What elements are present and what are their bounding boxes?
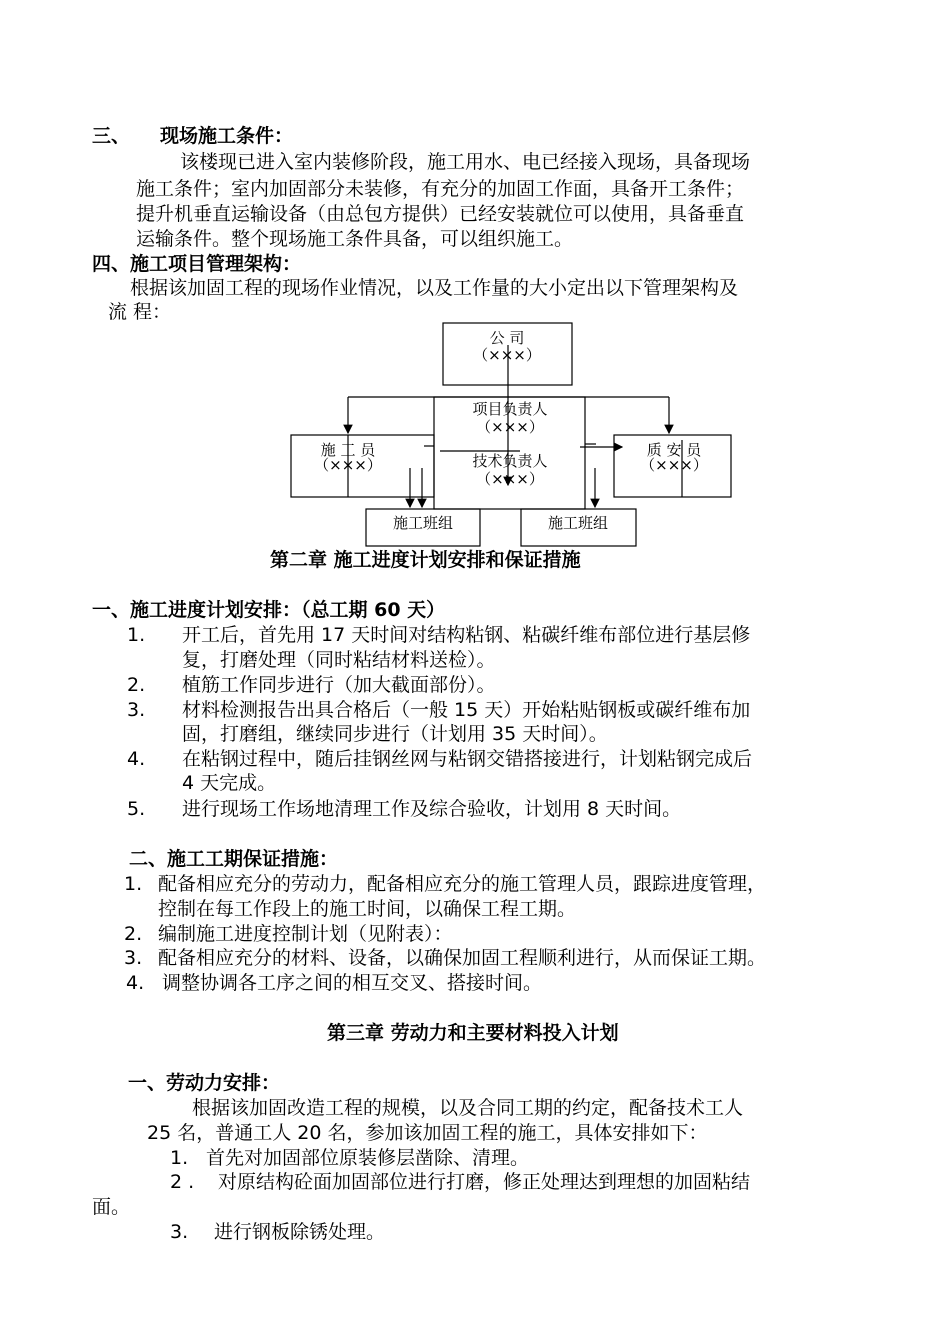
paragraph-line: 该楼现已进入室内装修阶段，施工用水、电已经接入现场，具备现场: [180, 151, 751, 173]
schedule-item-number: 3.: [127, 699, 146, 721]
step-text: 进行钢板除锈处理。: [214, 1221, 386, 1243]
tech-manager-title: 技术负责人: [472, 452, 548, 470]
guarantee-item-line: 配备相应充分的材料、设备，以确保加固工程顺利进行，从而保证工期。: [158, 947, 767, 969]
labor-heading: 一、劳动力安排：: [128, 1072, 281, 1094]
schedule-item-line: 进行现场工作场地清理工作及综合验收，计划用 8 天时间。: [182, 798, 682, 820]
chapter2-title: 第二章 施工进度计划安排和保证措施: [270, 549, 581, 571]
paragraph-line: 运输条件。整个现场施工条件具备，可以组织施工。: [136, 228, 574, 250]
step-number: 3.: [170, 1221, 189, 1243]
tech-manager-name: （×××）: [476, 470, 544, 488]
schedule-item-number: 5.: [127, 798, 146, 820]
schedule-item-line: 4 天完成。: [182, 772, 277, 794]
guarantee-heading: 二、施工工期保证措施：: [129, 848, 339, 870]
quality-title: 质 安 员: [646, 441, 702, 459]
project-manager-title: 项目负责人: [472, 400, 548, 418]
guarantee-item-line: 控制在每工作段上的施工时间，以确保工程工期。: [158, 898, 577, 920]
step-text: 对原结构砼面加固部位进行打磨，修正处理达到理想的加固粘结: [218, 1171, 751, 1193]
step-text-wrap: 面。: [92, 1196, 131, 1218]
schedule-item-line: 固，打磨组，继续同步进行（计划用 35 天时间）。: [182, 723, 608, 745]
paragraph-line: 25 名，普通工人 20 名，参加该加固工程的施工，具体安排如下：: [147, 1122, 708, 1144]
quality-name: （×××）: [640, 456, 708, 474]
paragraph-line: 流 程：: [108, 301, 172, 323]
paragraph-line: 提升机垂直运输设备（由总包方提供）已经安装就位可以使用，具备垂直: [136, 203, 745, 225]
schedule-item-line: 复，打磨处理（同时粘结材料送检）。: [182, 649, 496, 671]
schedule-item-number: 1.: [127, 624, 146, 646]
team-left-label: 施工班组: [392, 514, 454, 532]
guarantee-item-line: 编制施工进度控制计划（见附表）：: [158, 923, 453, 945]
section3-heading-number: 三、: [92, 125, 131, 147]
schedule-item-line: 材料检测报告出具合格后（一般 15 天）开始粘贴钢板或碳纤维布加: [182, 699, 751, 721]
constructor-name: （×××）: [314, 456, 382, 474]
team-right-label: 施工班组: [547, 514, 609, 532]
guarantee-item-number: 2.: [124, 923, 143, 945]
paragraph-line: 根据该加固改造工程的规模，以及合同工期的约定，配备技术工人: [192, 1097, 744, 1119]
step-number: 2 .: [170, 1171, 195, 1193]
schedule-item-line: 在粘钢过程中，随后挂钢丝网与粘钢交错搭接进行，计划粘钢完成后: [182, 748, 753, 770]
project-manager-name: （×××）: [476, 418, 544, 436]
schedule-item-line: 植筋工作同步进行（加大截面部份）。: [182, 674, 496, 696]
step-number: 1.: [170, 1147, 189, 1169]
constructor-title: 施 工 员: [320, 441, 376, 459]
schedule-item-line: 开工后，首先用 17 天时间对结构粘钢、粘碳纤维布部位进行基层修: [182, 624, 751, 646]
schedule-heading: 一、施工进度计划安排：（总工期 60 天）: [92, 599, 446, 621]
chapter3-title: 第三章 劳动力和主要材料投入计划: [327, 1022, 619, 1044]
section4-heading: 四、施工项目管理架构：: [92, 253, 302, 275]
section3-heading: 现场施工条件：: [160, 125, 294, 147]
guarantee-item-number: 3.: [124, 947, 143, 969]
step-text: 首先对加固部位原装修层凿除、清理。: [206, 1147, 530, 1169]
schedule-item-number: 2.: [127, 674, 146, 696]
guarantee-item-number: 4.: [126, 972, 145, 994]
paragraph-line: 根据该加固工程的现场作业情况，以及工作量的大小定出以下管理架构及: [130, 277, 739, 299]
guarantee-item-line: 调整协调各工序之间的相互交叉、搭接时间。: [162, 972, 543, 994]
guarantee-item-line: 配备相应充分的劳动力，配备相应充分的施工管理人员，跟踪进度管理，: [158, 873, 767, 895]
company-name: （×××）: [473, 346, 541, 364]
company-title: 公 司: [489, 329, 525, 347]
schedule-item-number: 4.: [127, 748, 146, 770]
guarantee-item-number: 1.: [124, 873, 143, 895]
paragraph-line: 施工条件；室内加固部分未装修，有充分的加固工作面，具备开工条件；: [136, 178, 745, 200]
